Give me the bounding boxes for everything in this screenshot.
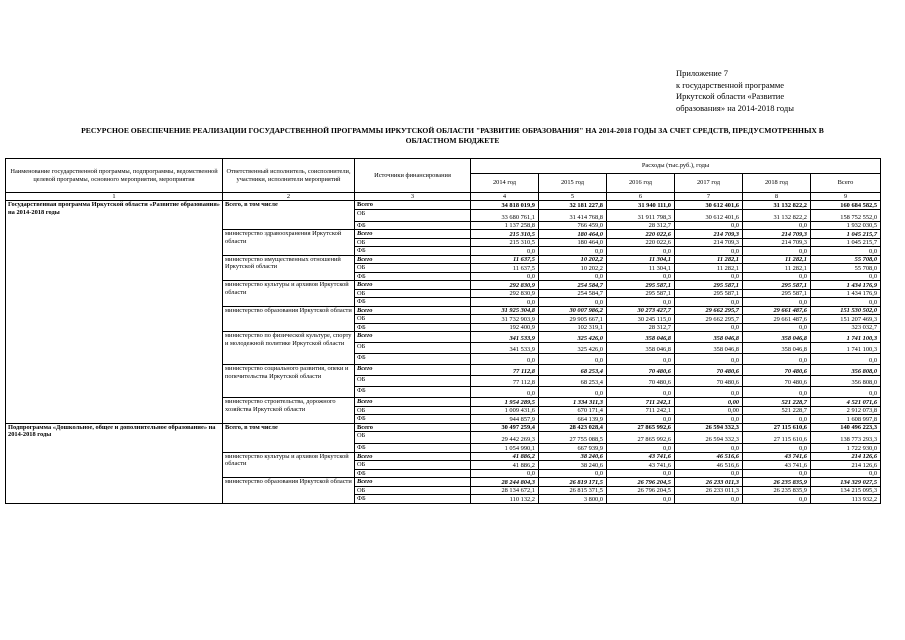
- amount-cell: 180 464,0: [539, 230, 607, 239]
- amount-cell: 1 741 100,3: [811, 343, 881, 354]
- amount-cell: 0,0: [607, 272, 675, 281]
- amount-cell: 0,0: [743, 272, 811, 281]
- amount-cell: 28 312,7: [607, 221, 675, 230]
- amount-cell: 70 480,6: [607, 365, 675, 376]
- appendix-line: Иркутской области «Развитие: [676, 91, 785, 101]
- amount-cell: 1 045 215,7: [811, 230, 881, 239]
- amount-cell: 4 521 071,6: [811, 398, 881, 407]
- amount-cell: 41 886,2: [471, 452, 539, 461]
- column-index: 5: [539, 193, 607, 201]
- amount-cell: 358 046,8: [743, 343, 811, 354]
- amount-cell: 38 240,6: [539, 461, 607, 470]
- amount-cell: 11 304,1: [607, 264, 675, 273]
- amount-cell: 29 661 487,6: [743, 315, 811, 324]
- amount-cell: 356 808,0: [811, 365, 881, 376]
- amount-cell: 31 911 798,3: [607, 209, 675, 221]
- amount-cell: 140 496 223,3: [811, 423, 881, 432]
- amount-cell: 31 732 903,9: [471, 315, 539, 324]
- amount-cell: 192 400,9: [471, 323, 539, 332]
- amount-cell: 0,0: [471, 298, 539, 307]
- header-name: Наименование государственной программы, подпрограммы, ведомственной целевой программы, основного мероприятия, мероприятия: [6, 159, 223, 193]
- column-index: 1: [6, 193, 223, 201]
- amount-cell: 341 533,9: [471, 332, 539, 343]
- funding-source: ФБ: [355, 469, 471, 478]
- amount-cell: 295 587,1: [607, 289, 675, 298]
- amount-cell: 1 054 990,1: [471, 444, 539, 453]
- amount-cell: 292 830,9: [471, 289, 539, 298]
- amount-cell: 1 954 289,5: [471, 398, 539, 407]
- funding-source: ОБ: [355, 289, 471, 298]
- amount-cell: 214 126,6: [811, 452, 881, 461]
- appendix-note: [676, 68, 876, 114]
- funding-source: ОБ: [355, 461, 471, 470]
- amount-cell: 55 708,0: [811, 264, 881, 273]
- amount-cell: 254 584,7: [539, 281, 607, 290]
- executor-name: министерство имущественных отношений Иркутской области: [223, 255, 355, 281]
- amount-cell: 358 046,8: [675, 332, 743, 343]
- amount-cell: 26 235 835,9: [743, 486, 811, 495]
- amount-cell: 0,0: [675, 415, 743, 424]
- amount-cell: 26 815 371,5: [539, 486, 607, 495]
- amount-cell: 0,0: [675, 272, 743, 281]
- funding-source: ФБ: [355, 444, 471, 453]
- amount-cell: 0,0: [539, 298, 607, 307]
- amount-cell: 0,0: [743, 221, 811, 230]
- amount-cell: 214 709,3: [675, 230, 743, 239]
- amount-cell: 711 242,1: [607, 398, 675, 407]
- amount-cell: 10 202,2: [539, 255, 607, 264]
- funding-source: ОБ: [355, 406, 471, 415]
- amount-cell: 11 637,5: [471, 255, 539, 264]
- amount-cell: 0,0: [811, 272, 881, 281]
- amount-cell: 0,0: [743, 415, 811, 424]
- amount-cell: 68 253,4: [539, 376, 607, 387]
- amount-cell: 29 905 667,1: [539, 315, 607, 324]
- funding-source: ОБ: [355, 432, 471, 444]
- column-index: 9: [811, 193, 881, 201]
- amount-cell: 27 115 610,6: [743, 423, 811, 432]
- amount-cell: 0,0: [811, 298, 881, 307]
- amount-cell: 3 800,0: [539, 495, 607, 504]
- program-name: Подпрограмма «Дошкольное, общее и дополнительное образование» на 2014-2018 годы: [6, 423, 223, 503]
- amount-cell: 55 708,0: [811, 255, 881, 264]
- amount-cell: 254 584,7: [539, 289, 607, 298]
- funding-source: ФБ: [355, 247, 471, 256]
- amount-cell: 31 414 768,8: [539, 209, 607, 221]
- amount-cell: 215 310,5: [471, 238, 539, 247]
- funding-source: ОБ: [355, 486, 471, 495]
- amount-cell: 295 587,1: [743, 289, 811, 298]
- amount-cell: 0,0: [811, 354, 881, 365]
- amount-cell: 295 587,1: [675, 289, 743, 298]
- amount-cell: 0,0: [607, 354, 675, 365]
- amount-cell: 34 818 019,9: [471, 201, 539, 210]
- amount-cell: 1 434 176,9: [811, 281, 881, 290]
- amount-cell: 28 134 672,1: [471, 486, 539, 495]
- funding-source: ФБ: [355, 354, 471, 365]
- amount-cell: 325 426,0: [539, 343, 607, 354]
- amount-cell: 27 755 088,5: [539, 432, 607, 444]
- amount-cell: 0,0: [539, 387, 607, 398]
- amount-cell: 0,0: [607, 415, 675, 424]
- funding-source: Всего: [355, 281, 471, 290]
- amount-cell: 214 126,6: [811, 461, 881, 470]
- amount-cell: 0,0: [811, 469, 881, 478]
- executor-name: министерство по физической культуре, спорту и молодежной политике Иркутской области: [223, 332, 355, 365]
- amount-cell: 26 233 011,3: [675, 486, 743, 495]
- funding-source: ОБ: [355, 343, 471, 354]
- amount-cell: 134 215 095,3: [811, 486, 881, 495]
- amount-cell: 11 282,1: [675, 255, 743, 264]
- amount-cell: 1 434 176,9: [811, 289, 881, 298]
- amount-cell: 30 245 115,0: [607, 315, 675, 324]
- amount-cell: 158 752 552,0: [811, 209, 881, 221]
- amount-cell: 944 857,9: [471, 415, 539, 424]
- funding-source: ФБ: [355, 415, 471, 424]
- header-source: Источники финансирования: [355, 159, 471, 193]
- amount-cell: 1 932 030,5: [811, 221, 881, 230]
- amount-cell: 26 796 204,5: [607, 486, 675, 495]
- table-body: [6, 201, 881, 504]
- amount-cell: 0,0: [675, 354, 743, 365]
- funding-source: ФБ: [355, 495, 471, 504]
- header-expenses: Расходы (тыс.руб.), годы: [471, 159, 881, 174]
- executor-name: министерство образования Иркутской области: [223, 478, 355, 504]
- amount-cell: 664 139,9: [539, 415, 607, 424]
- amount-cell: 1 741 100,3: [811, 332, 881, 343]
- amount-cell: 0,0: [743, 495, 811, 504]
- amount-cell: 0,0: [607, 387, 675, 398]
- funding-source: ФБ: [355, 323, 471, 332]
- amount-cell: 31 132 822,2: [743, 201, 811, 210]
- document-title: [20, 126, 885, 146]
- executor-name: министерство образования Иркутской области: [223, 306, 355, 332]
- amount-cell: 134 329 027,5: [811, 478, 881, 487]
- header-year: 2016 год: [607, 174, 675, 193]
- amount-cell: 113 932,2: [811, 495, 881, 504]
- funding-source: ФБ: [355, 221, 471, 230]
- amount-cell: 667 939,9: [539, 444, 607, 453]
- amount-cell: 0,0: [675, 469, 743, 478]
- amount-cell: 295 587,1: [607, 281, 675, 290]
- header-year: 2018 год: [743, 174, 811, 193]
- amount-cell: 0,0: [539, 272, 607, 281]
- amount-cell: 1 722 930,0: [811, 444, 881, 453]
- funding-source: Всего: [355, 398, 471, 407]
- funding-source: Всего: [355, 306, 471, 315]
- funding-source: ОБ: [355, 315, 471, 324]
- amount-cell: 32 181 227,8: [539, 201, 607, 210]
- amount-cell: 11 282,1: [743, 264, 811, 273]
- amount-cell: 323 032,7: [811, 323, 881, 332]
- amount-cell: 33 680 761,1: [471, 209, 539, 221]
- header-year: 2014 год: [471, 174, 539, 193]
- amount-cell: 27 865 992,6: [607, 432, 675, 444]
- amount-cell: 0,0: [743, 354, 811, 365]
- amount-cell: 28 244 804,3: [471, 478, 539, 487]
- amount-cell: 26 594 332,3: [675, 432, 743, 444]
- amount-cell: 30 497 259,4: [471, 423, 539, 432]
- funding-source: Всего: [355, 365, 471, 376]
- amount-cell: 711 242,1: [607, 406, 675, 415]
- amount-cell: 77 112,8: [471, 365, 539, 376]
- amount-cell: 11 282,1: [743, 255, 811, 264]
- amount-cell: 29 662 295,7: [675, 306, 743, 315]
- amount-cell: 0,0: [539, 354, 607, 365]
- amount-cell: 46 516,6: [675, 461, 743, 470]
- amount-cell: 43 741,6: [607, 452, 675, 461]
- amount-cell: 0,0: [607, 298, 675, 307]
- amount-cell: 0,0: [811, 387, 881, 398]
- amount-cell: 151 530 502,0: [811, 306, 881, 315]
- amount-cell: 30 007 986,2: [539, 306, 607, 315]
- program-name: Государственная программа Иркутской области «Развитие образования» на 2014-2018 годы: [6, 201, 223, 424]
- amount-cell: 0,0: [743, 469, 811, 478]
- amount-cell: 46 516,6: [675, 452, 743, 461]
- executor-name: министерство строительства, дорожного хозяйства Иркутской области: [223, 398, 355, 424]
- amount-cell: 0,0: [743, 323, 811, 332]
- amount-cell: 214 709,3: [675, 238, 743, 247]
- amount-cell: 358 046,8: [675, 343, 743, 354]
- amount-cell: 0,0: [675, 298, 743, 307]
- funding-source: Всего: [355, 332, 471, 343]
- amount-cell: 1 137 258,8: [471, 221, 539, 230]
- amount-cell: 30 612 401,6: [675, 201, 743, 210]
- amount-cell: 766 459,0: [539, 221, 607, 230]
- amount-cell: 0,0: [675, 444, 743, 453]
- amount-cell: 295 587,1: [675, 281, 743, 290]
- amount-cell: 77 112,8: [471, 376, 539, 387]
- funding-source: Всего: [355, 478, 471, 487]
- funding-source: Всего: [355, 230, 471, 239]
- amount-cell: 0,0: [471, 272, 539, 281]
- amount-cell: 26 819 171,5: [539, 478, 607, 487]
- amount-cell: 358 046,8: [743, 332, 811, 343]
- funding-source: ФБ: [355, 272, 471, 281]
- column-index: 8: [743, 193, 811, 201]
- amount-cell: 0,0: [471, 354, 539, 365]
- amount-cell: 26 233 011,3: [675, 478, 743, 487]
- amount-cell: 0,0: [675, 323, 743, 332]
- executor-name: министерство социального развития, опеки и попечительства Иркутской области: [223, 365, 355, 398]
- amount-cell: 1 045 215,7: [811, 238, 881, 247]
- amount-cell: 138 773 293,3: [811, 432, 881, 444]
- amount-cell: 220 022,6: [607, 230, 675, 239]
- amount-cell: 356 808,0: [811, 376, 881, 387]
- amount-cell: 43 741,6: [743, 452, 811, 461]
- amount-cell: 0,0: [675, 221, 743, 230]
- amount-cell: 38 240,6: [539, 452, 607, 461]
- amount-cell: 28 312,7: [607, 323, 675, 332]
- amount-cell: 214 709,3: [743, 230, 811, 239]
- amount-cell: 0,0: [743, 387, 811, 398]
- funding-source: Всего: [355, 201, 471, 210]
- appendix-line: Приложение 7: [676, 68, 728, 78]
- executor-name: министерство здравоохранения Иркутской области: [223, 230, 355, 256]
- funding-source: ФБ: [355, 298, 471, 307]
- amount-cell: 26 594 332,3: [675, 423, 743, 432]
- amount-cell: 11 637,5: [471, 264, 539, 273]
- amount-cell: 2 912 073,8: [811, 406, 881, 415]
- amount-cell: 358 046,8: [607, 332, 675, 343]
- title-line: РЕСУРСНОЕ ОБЕСПЕЧЕНИЕ РЕАЛИЗАЦИИ ГОСУДАРСТВЕННОЙ ПРОГРАММЫ ИРКУТСКОЙ ОБЛАСТИ "РАЗВИТИЕ ОБРАЗОВАНИЯ" НА 2014-2018 ГОДЫ ЗА СЧЕТ СРЕДСТВ, ПРЕДУСМОТРЕННЫХ В: [81, 126, 824, 135]
- funding-source: ОБ: [355, 209, 471, 221]
- amount-cell: 11 304,1: [607, 255, 675, 264]
- amount-cell: 31 940 111,0: [607, 201, 675, 210]
- amount-cell: 68 253,4: [539, 365, 607, 376]
- amount-cell: 0,0: [471, 247, 539, 256]
- header-year: 2017 год: [675, 174, 743, 193]
- amount-cell: 0,0: [539, 247, 607, 256]
- funding-source: ФБ: [355, 387, 471, 398]
- amount-cell: 358 046,8: [607, 343, 675, 354]
- amount-cell: 295 587,1: [743, 281, 811, 290]
- executor-name: министерство культуры и архивов Иркутской области: [223, 452, 355, 478]
- amount-cell: 0,0: [539, 469, 607, 478]
- amount-cell: 43 741,6: [607, 461, 675, 470]
- amount-cell: 0,0: [743, 247, 811, 256]
- amount-cell: 26 796 204,5: [607, 478, 675, 487]
- funding-source: ОБ: [355, 264, 471, 273]
- column-index: 3: [355, 193, 471, 201]
- amount-cell: 26 235 835,9: [743, 478, 811, 487]
- amount-cell: 41 886,2: [471, 461, 539, 470]
- amount-cell: 0,0: [471, 387, 539, 398]
- amount-cell: 341 533,9: [471, 343, 539, 354]
- amount-cell: 1 334 311,3: [539, 398, 607, 407]
- appendix-line: образования» на 2014-2018 годы: [676, 102, 794, 113]
- amount-cell: 11 282,1: [675, 264, 743, 273]
- amount-cell: 670 171,4: [539, 406, 607, 415]
- amount-cell: 0,0: [743, 298, 811, 307]
- amount-cell: 27 865 992,6: [607, 423, 675, 432]
- amount-cell: 0,0: [675, 495, 743, 504]
- amount-cell: 215 310,5: [471, 230, 539, 239]
- amount-cell: 30 273 427,7: [607, 306, 675, 315]
- appendix-line: к государственной программе: [676, 79, 785, 90]
- amount-cell: 31 132 822,2: [743, 209, 811, 221]
- funding-source: Всего: [355, 255, 471, 264]
- amount-cell: 292 830,9: [471, 281, 539, 290]
- executor-name: министерство культуры и архивов Иркутской области: [223, 281, 355, 307]
- column-index: 4: [471, 193, 539, 201]
- amount-cell: 0,0: [675, 247, 743, 256]
- table-row: [6, 201, 881, 210]
- amount-cell: 10 202,2: [539, 264, 607, 273]
- amount-cell: 70 480,6: [675, 376, 743, 387]
- column-index: 6: [607, 193, 675, 201]
- amount-cell: 0,00: [675, 406, 743, 415]
- amount-cell: 0,0: [675, 387, 743, 398]
- amount-cell: 1 608 997,8: [811, 415, 881, 424]
- amount-cell: 30 612 401,6: [675, 209, 743, 221]
- amount-cell: 0,0: [607, 495, 675, 504]
- funding-source: Всего: [355, 452, 471, 461]
- amount-cell: 70 480,6: [607, 376, 675, 387]
- funding-source: ОБ: [355, 376, 471, 387]
- amount-cell: 70 480,6: [743, 376, 811, 387]
- amount-cell: 0,0: [471, 469, 539, 478]
- amount-cell: 521 228,7: [743, 406, 811, 415]
- amount-cell: 0,0: [811, 247, 881, 256]
- amount-cell: 27 115 610,6: [743, 432, 811, 444]
- amount-cell: 151 207 469,3: [811, 315, 881, 324]
- amount-cell: 220 022,6: [607, 238, 675, 247]
- resource-table: [5, 158, 881, 504]
- amount-cell: 70 480,6: [675, 365, 743, 376]
- amount-cell: 180 464,0: [539, 238, 607, 247]
- header-year: 2015 год: [539, 174, 607, 193]
- funding-source: Всего: [355, 423, 471, 432]
- amount-cell: 0,0: [607, 444, 675, 453]
- title-line: ОБЛАСТНОМ БЮДЖЕТЕ: [405, 136, 500, 145]
- amount-cell: 160 684 582,5: [811, 201, 881, 210]
- executor-name: Всего, в том числе: [223, 423, 355, 452]
- amount-cell: 0,00: [675, 398, 743, 407]
- amount-cell: 214 709,3: [743, 238, 811, 247]
- amount-cell: 29 661 487,6: [743, 306, 811, 315]
- amount-cell: 0,0: [743, 444, 811, 453]
- header-year: Всего: [811, 174, 881, 193]
- amount-cell: 31 925 304,8: [471, 306, 539, 315]
- amount-cell: 325 426,0: [539, 332, 607, 343]
- amount-cell: 110 132,2: [471, 495, 539, 504]
- amount-cell: 521 228,7: [743, 398, 811, 407]
- column-index: 2: [223, 193, 355, 201]
- amount-cell: 70 480,6: [743, 365, 811, 376]
- table-row: [6, 423, 881, 432]
- executor-name: Всего, в том числе: [223, 201, 355, 230]
- amount-cell: 29 442 269,3: [471, 432, 539, 444]
- amount-cell: 0,0: [607, 469, 675, 478]
- amount-cell: 1 009 431,6: [471, 406, 539, 415]
- funding-source: ОБ: [355, 238, 471, 247]
- amount-cell: 28 423 028,4: [539, 423, 607, 432]
- header-executor: Ответственный исполнитель, соисполнители, участники, исполнители мероприятий: [223, 159, 355, 193]
- column-index: 7: [675, 193, 743, 201]
- amount-cell: 29 662 295,7: [675, 315, 743, 324]
- amount-cell: 43 741,6: [743, 461, 811, 470]
- amount-cell: 102 319,1: [539, 323, 607, 332]
- amount-cell: 0,0: [607, 247, 675, 256]
